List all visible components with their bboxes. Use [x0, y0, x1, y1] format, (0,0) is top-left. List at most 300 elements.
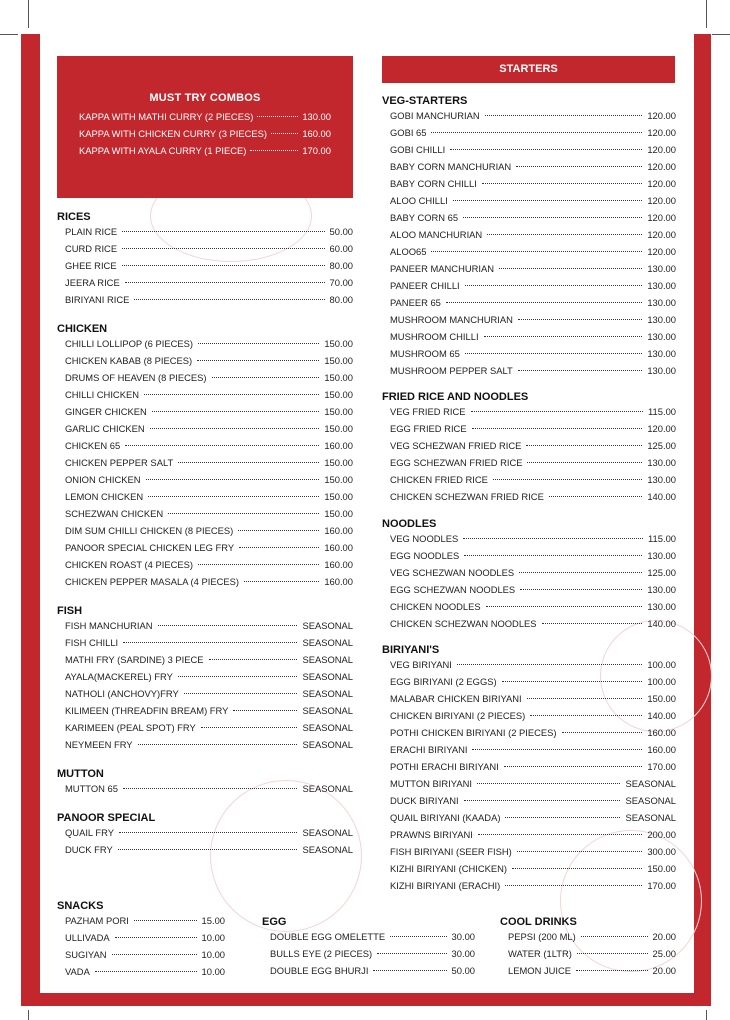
dot-leader [118, 849, 298, 850]
menu-item-name: MUTTON BIRIYANI [390, 778, 472, 789]
menu-item [382, 457, 676, 474]
menu-item [57, 949, 225, 966]
dot-leader [233, 710, 297, 711]
section-title: CHICKEN [57, 323, 108, 335]
dot-leader [465, 353, 643, 354]
menu-item [57, 576, 353, 593]
menu-item [57, 243, 353, 260]
dot-leader [542, 623, 643, 624]
dot-leader [178, 676, 298, 677]
menu-item-price: 130.00 [647, 314, 676, 325]
menu-item-name: DUCK FRY [65, 844, 113, 855]
menu-item-name: SUGIYAN [65, 949, 107, 960]
menu-item [382, 550, 676, 567]
menu-item-name: CHICKEN 65 [65, 440, 121, 451]
combo-item [79, 145, 331, 162]
menu-item-name: POTHI ERACHI BIRIYANI [390, 761, 499, 772]
menu-item-name: PANEER MANCHURIAN [390, 263, 495, 274]
dot-leader [464, 555, 642, 556]
section-fish [57, 603, 353, 756]
menu-item [57, 372, 353, 389]
menu-item [382, 880, 676, 897]
menu-item-price: 300.00 [647, 846, 676, 857]
menu-item [500, 965, 676, 982]
menu-item-name: POTHI CHICKEN BIRIYANI (2 PIECES) [390, 727, 557, 738]
menu-item-price: SEASONAL [302, 637, 353, 648]
section-title: FRIED RICE AND NOODLES [382, 391, 529, 403]
menu-item [57, 508, 353, 525]
menu-item-name: MUSHROOM 65 [390, 348, 460, 359]
section-title: RICES [57, 211, 91, 223]
dot-leader [122, 231, 324, 232]
menu-item [382, 110, 676, 127]
dot-leader [581, 936, 648, 937]
menu-item-price: 115.00 [648, 406, 676, 417]
dot-leader [373, 970, 446, 971]
menu-item-name: JEERA RICE [65, 277, 120, 288]
menu-item-price: 200.00 [647, 829, 676, 840]
menu-item-name: PRAWNS BIRIYANI [390, 829, 473, 840]
menu-item-name: ONION CHICKEN [65, 474, 141, 485]
menu-item [57, 260, 353, 277]
menu-item-name: ALOO MANCHURIAN [390, 229, 483, 240]
dot-leader [463, 217, 642, 218]
menu-item-price: SEASONAL [302, 620, 353, 631]
section-title: FISH [57, 605, 83, 617]
menu-item [382, 659, 676, 676]
menu-item-price: 150.00 [324, 491, 353, 502]
menu-item-price: 130.00 [647, 331, 676, 342]
menu-item-name: MUTTON 65 [65, 783, 118, 794]
menu-item [382, 812, 676, 829]
menu-item [57, 226, 353, 243]
menu-item-price: 130.00 [647, 550, 676, 561]
dot-leader [138, 744, 298, 745]
menu-item-price: 120.00 [647, 246, 676, 257]
section-title: VEG-STARTERS [382, 95, 468, 107]
menu-item-name: CHILLI CHICKEN [65, 389, 139, 400]
menu-item [57, 620, 353, 637]
dot-leader [119, 832, 297, 833]
menu-item-price: SEASONAL [625, 778, 676, 789]
menu-item-price: 130.00 [647, 348, 676, 359]
menu-item [382, 229, 676, 246]
combo-item [79, 111, 331, 128]
menu-item [382, 423, 676, 440]
dot-leader [504, 766, 643, 767]
dot-leader [486, 606, 643, 607]
menu-item [262, 948, 475, 965]
menu-item [382, 440, 676, 457]
menu-item-price: 160.00 [647, 727, 676, 738]
dot-leader [125, 445, 319, 446]
menu-item-name: CHICKEN SCHEZWAN FRIED RICE [390, 491, 544, 502]
menu-item-price: 170.00 [647, 880, 676, 891]
dot-leader [178, 462, 319, 463]
menu-item [57, 406, 353, 423]
menu-item [57, 294, 353, 311]
menu-item-price: 150.00 [324, 338, 353, 349]
menu-item-name: VEG BIRIYANI [390, 659, 452, 670]
menu-item-price: 30.00 [451, 948, 475, 959]
dot-leader [377, 953, 446, 954]
menu-item-price: 50.00 [329, 226, 353, 237]
dot-leader [502, 681, 643, 682]
menu-item [382, 693, 676, 710]
section-title: MUTTON [57, 768, 104, 780]
menu-item-name: NATHOLI (ANCHOVY)FRY [65, 688, 179, 699]
menu-item [57, 688, 353, 705]
dot-leader [134, 299, 324, 300]
dot-leader [577, 953, 648, 954]
menu-item-name: KARIMEEN (PEAL SPOT) FRY [65, 722, 196, 733]
menu-item-price: 120.00 [647, 144, 676, 155]
menu-item [262, 931, 475, 948]
section-title: NOODLES [382, 518, 437, 530]
menu-item-name: CHICKEN KABAB (8 PIECES) [65, 355, 193, 366]
menu-item-price: 160.00 [324, 525, 353, 536]
menu-item [500, 931, 676, 948]
menu-item-price: 130.00 [647, 457, 676, 468]
menu-item [382, 212, 676, 229]
menu-item-price: 50.00 [451, 965, 475, 976]
menu-item-name: QUAIL FRY [65, 827, 114, 838]
menu-item-name: GOBI CHILLI [390, 144, 446, 155]
dot-leader [576, 970, 648, 971]
crop-mark [706, 0, 707, 28]
menu-item-name: KIZHI BIRIYANI (ERACHI) [390, 880, 501, 891]
menu-item-name: MUSHROOM CHILLI [390, 331, 479, 342]
menu-item-name: FISH BIRIYANI (SEER FISH) [390, 846, 512, 857]
dot-leader [239, 547, 319, 548]
menu-item-price: 120.00 [647, 212, 676, 223]
menu-item-price: 120.00 [647, 127, 676, 138]
menu-item [382, 474, 676, 491]
menu-item [57, 457, 353, 474]
menu-item-price: 15.00 [201, 915, 225, 926]
menu-item [382, 601, 676, 618]
menu-item [382, 829, 676, 846]
dot-leader [453, 200, 642, 201]
dot-leader [95, 971, 197, 972]
menu-item [57, 637, 353, 654]
dot-leader [499, 268, 642, 269]
section-panoor-special [57, 810, 353, 861]
menu-item [57, 542, 353, 559]
menu-item-name: CHICKEN BIRIYANI (2 PIECES) [390, 710, 526, 721]
menu-item [382, 161, 676, 178]
menu-item-name: CHICKEN PEPPER SALT [65, 457, 174, 468]
menu-item-name: ERACHI BIRIYANI [390, 744, 468, 755]
menu-item [57, 559, 353, 576]
menu-item-name: BULLS EYE (2 PIECES) [270, 948, 373, 959]
menu-item-price: 60.00 [329, 243, 353, 254]
section-title: BIRIYANI'S [382, 644, 440, 656]
menu-item-name: MATHI FRY (SARDINE) 3 PIECE [65, 654, 204, 665]
starters-banner: STARTERS [382, 56, 675, 83]
menu-item-price: 160.00 [324, 440, 353, 451]
menu-item [57, 355, 353, 372]
section-snacks [57, 898, 225, 983]
menu-item-price: 150.00 [647, 863, 676, 874]
combos-list [79, 111, 331, 162]
menu-item-name: GARLIC CHICKEN [65, 423, 145, 434]
menu-item-price: 125.00 [647, 567, 676, 578]
crop-mark [28, 0, 29, 28]
menu-item-price: 160.00 [324, 542, 353, 553]
dot-leader [122, 248, 324, 249]
menu-item-name: CHICKEN PEPPER MASALA (4 PIECES) [65, 576, 240, 587]
menu-item-name: AYALA(MACKEREL) FRY [65, 671, 173, 682]
menu-item-price: 130.00 [647, 365, 676, 376]
menu-item-name: BABY CORN 65 [390, 212, 459, 223]
dot-leader [446, 302, 642, 303]
menu-item [382, 406, 676, 423]
menu-item [57, 277, 353, 294]
dot-leader [146, 479, 320, 480]
dot-leader [465, 285, 643, 286]
dot-leader [257, 116, 298, 117]
menu-item [57, 491, 353, 508]
menu-item-name: FISH CHILLI [65, 637, 119, 648]
menu-item-price: 170.00 [647, 761, 676, 772]
menu-item [57, 474, 353, 491]
menu-item [382, 246, 676, 263]
dot-leader [201, 727, 298, 728]
dot-leader [125, 282, 325, 283]
menu-item-price: 100.00 [647, 676, 676, 687]
dot-leader [530, 715, 642, 716]
menu-item-name: VEG SCHEZWAN FRIED RICE [390, 440, 522, 451]
menu-item [382, 744, 676, 761]
menu-item-price: 150.00 [647, 693, 676, 704]
section-chicken [57, 321, 353, 593]
menu-item-price: 10.00 [201, 949, 225, 960]
menu-item [57, 440, 353, 457]
dot-leader [244, 581, 319, 582]
menu-item-name: VEG FRIED RICE [390, 406, 466, 417]
menu-item [382, 263, 676, 280]
dot-leader [562, 732, 643, 733]
menu-item-price: 125.00 [647, 440, 676, 451]
menu-item-price: 120.00 [647, 178, 676, 189]
menu-item [500, 948, 676, 965]
menu-item-name: BABY CORN MANCHURIAN [390, 161, 512, 172]
menu-item-name: EGG BIRIYANI (2 EGGS) [390, 676, 497, 687]
dot-leader [238, 530, 319, 531]
menu-item [57, 423, 353, 440]
crop-mark [706, 1010, 707, 1020]
menu-item-price: 140.00 [647, 710, 676, 721]
combo-item-price: 160.00 [302, 128, 331, 139]
menu-item-price: 20.00 [652, 965, 676, 976]
menu-item-name: CURD RICE [65, 243, 118, 254]
menu-item-name: BABY CORN CHILLI [390, 178, 477, 189]
menu-item [382, 567, 676, 584]
crop-mark [0, 34, 18, 35]
dot-leader [150, 428, 320, 429]
dot-leader [198, 343, 319, 344]
dot-leader [520, 589, 642, 590]
menu-item [57, 966, 225, 983]
menu-item [382, 348, 676, 365]
menu-item-price: SEASONAL [302, 783, 353, 794]
menu-item-price: 150.00 [324, 457, 353, 468]
menu-item [382, 795, 676, 812]
menu-item-price: 120.00 [647, 161, 676, 172]
dot-leader [158, 625, 298, 626]
dot-leader [471, 411, 643, 412]
menu-item [57, 827, 353, 844]
menu-item [382, 710, 676, 727]
menu-item [57, 525, 353, 542]
dot-leader [519, 572, 642, 573]
menu-item-price: 120.00 [647, 195, 676, 206]
dot-leader [271, 133, 298, 134]
menu-item-price: 25.00 [652, 948, 676, 959]
dot-leader [212, 377, 320, 378]
combo-item-price: 130.00 [302, 111, 331, 122]
menu-item-price: 130.00 [647, 263, 676, 274]
section-noodles [382, 516, 676, 635]
dot-leader [516, 166, 642, 167]
menu-item-name: GOBI MANCHURIAN [390, 110, 480, 121]
menu-item-price: SEASONAL [625, 795, 676, 806]
menu-item-price: SEASONAL [302, 844, 353, 855]
menu-item [382, 297, 676, 314]
dot-leader [168, 513, 319, 514]
section-biriyanis [382, 642, 676, 897]
crop-mark [712, 34, 730, 35]
menu-item [57, 722, 353, 739]
dot-leader [184, 693, 298, 694]
menu-item-price: 10.00 [201, 932, 225, 943]
menu-item-name: EGG NOODLES [390, 550, 460, 561]
menu-item-price: SEASONAL [302, 722, 353, 733]
menu-item [382, 331, 676, 348]
menu-item [57, 739, 353, 756]
menu-item [57, 915, 225, 932]
section-title: COOL DRINKS [500, 916, 577, 928]
menu-item-name: DOUBLE EGG BHURJI [270, 965, 369, 976]
menu-item [262, 965, 475, 982]
menu-item [57, 338, 353, 355]
section-rices [57, 209, 353, 311]
menu-item-name: LEMON CHICKEN [65, 491, 144, 502]
menu-item [57, 671, 353, 688]
menu-item-name: DOUBLE EGG OMELETTE [270, 931, 386, 942]
menu-item-name: PANEER 65 [390, 297, 441, 308]
section-mutton [57, 766, 353, 800]
dot-leader [472, 428, 643, 429]
combo-item-name: KAPPA WITH CHICKEN CURRY (3 PIECES) [79, 128, 268, 139]
menu-item-price: 100.00 [647, 659, 676, 670]
menu-item-name: DIM SUM CHILLI CHICKEN (8 PIECES) [65, 525, 234, 536]
menu-item-name: VEG SCHEZWAN NOODLES [390, 567, 515, 578]
menu-item [382, 144, 676, 161]
menu-item [57, 705, 353, 722]
menu-item-name: CHICKEN NOODLES [390, 601, 481, 612]
menu-item-price: 160.00 [647, 744, 676, 755]
menu-item-name: QUAIL BIRIYANI (KAADA) [390, 812, 501, 823]
menu-item-name: EGG FRIED RICE [390, 423, 467, 434]
menu-item [382, 314, 676, 331]
dot-leader [198, 564, 319, 565]
combo-item-price: 170.00 [302, 145, 331, 156]
menu-item [382, 365, 676, 382]
menu-item-name: FISH MANCHURIAN [65, 620, 153, 631]
dot-leader [463, 538, 643, 539]
dot-leader [517, 851, 643, 852]
menu-item-name: PANOOR SPECIAL CHICKEN LEG FRY [65, 542, 235, 553]
menu-item-price: 120.00 [647, 110, 676, 121]
menu-item-name: CHICKEN ROAST (4 PIECES) [65, 559, 193, 570]
menu-item-price: 130.00 [647, 297, 676, 308]
dot-leader [115, 937, 197, 938]
dot-leader [493, 479, 642, 480]
menu-item-price: 80.00 [329, 260, 353, 271]
dot-leader [122, 265, 325, 266]
section-cool-drinks [500, 914, 676, 982]
menu-item-name: GOBI 65 [390, 127, 427, 138]
dot-leader [478, 834, 642, 835]
combo-item-name: KAPPA WITH MATHI CURRY (2 PIECES) [79, 111, 254, 122]
crop-mark [28, 1010, 29, 1020]
menu-item-price: SEASONAL [302, 688, 353, 699]
menu-item-price: 20.00 [652, 931, 676, 942]
menu-item [57, 389, 353, 406]
menu-item-name: BIRIYANI RICE [65, 294, 130, 305]
dot-leader [505, 817, 620, 818]
menu-item-price: 30.00 [451, 931, 475, 942]
menu-item-name: GINGER CHICKEN [65, 406, 147, 417]
section-title: EGG [262, 916, 287, 928]
menu-item-price: 160.00 [324, 559, 353, 570]
dot-leader [431, 251, 642, 252]
dot-leader [250, 150, 298, 151]
menu-item-price: SEASONAL [302, 827, 353, 838]
dot-leader [518, 319, 642, 320]
menu-item-price: 120.00 [647, 229, 676, 240]
dot-leader [457, 664, 642, 665]
menu-item-price: SEASONAL [302, 705, 353, 716]
menu-item-price: 10.00 [201, 966, 225, 977]
menu-item-name: ULLIVADA [65, 932, 110, 943]
menu-item-price: 130.00 [647, 601, 676, 612]
menu-item-name: MUSHROOM MANCHURIAN [390, 314, 513, 325]
menu-item-price: 160.00 [324, 576, 353, 587]
menu-item-price: 130.00 [647, 474, 676, 485]
dot-leader [431, 132, 642, 133]
dot-leader [477, 783, 621, 784]
menu-item-price: 120.00 [647, 423, 676, 434]
menu-item-name: PAZHAM PORI [65, 915, 129, 926]
menu-item-price: 80.00 [329, 294, 353, 305]
dot-leader [549, 496, 642, 497]
menu-item [382, 280, 676, 297]
menu-item [57, 932, 225, 949]
menu-item [382, 127, 676, 144]
menu-item-name: VEG NOODLES [390, 533, 459, 544]
menu-item-name: LEMON JUICE [508, 965, 572, 976]
section-fried-rice-noodles [382, 389, 676, 508]
dot-leader [152, 411, 320, 412]
dot-leader [526, 445, 642, 446]
dot-leader [134, 920, 197, 921]
menu-item-price: 150.00 [324, 389, 353, 400]
menu-item-name: PLAIN RICE [65, 226, 118, 237]
dot-leader [472, 749, 642, 750]
